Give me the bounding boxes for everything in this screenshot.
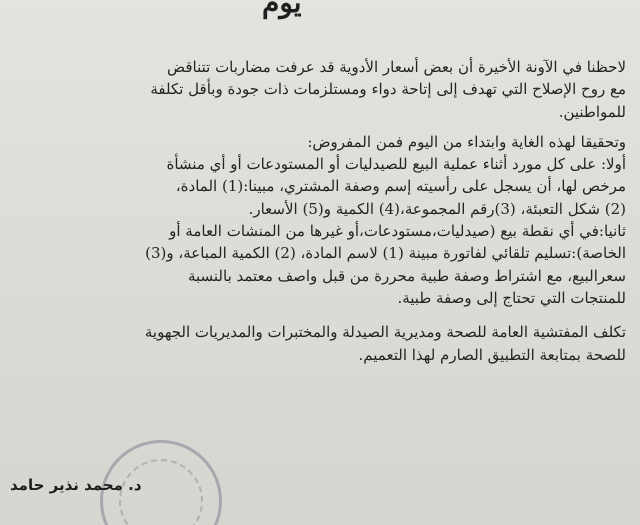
text-line: أولا: على كل مورد أثناء عملية البيع للصيدليات أو المستودعات أو أي منشأة	[166, 155, 626, 174]
text-line: للمنتجات التي تحتاج إلى وصفة طبية.	[397, 288, 626, 307]
text-line: الخاصة):تسليم تلقائي لفاتورة مبينة (1) لاسم المادة، (2) الكمية المباعة، و(3)	[145, 244, 626, 263]
text-line: وتحقيقا لهذه الغاية وابتداء من اليوم فمن المفروض:	[307, 132, 626, 151]
text-line: مع روح الإصلاح التي تهدف إلى إتاحة دواء ومستلزمات ذات جودة وبأقل تكلفة	[150, 80, 626, 99]
text-line: تكلف المفتشية العامة للصحة ومديرية الصيدلة والمختبرات والمديريات الجهوية	[144, 323, 626, 342]
paragraph-enforcement	[30, 321, 626, 366]
text-line: (2) شكل التعبئة، (3)رقم المجموعة،(4) الكمية و(5) الأسعار.	[248, 199, 626, 218]
paragraph-measures	[30, 131, 626, 309]
text-line: للصحة بمتابعة التطبيق الصارم لهذا التعميم.	[358, 345, 626, 364]
text-line: للمواطنين.	[558, 102, 626, 121]
text-line: مرخص لها، أن يسجل على رأسيته إسم وصفة المشتري، مبينا:(1) المادة،	[175, 177, 626, 196]
paragraph-intro	[30, 56, 626, 123]
text-line: سعرالبيع، مع اشتراط وصفة طبية محررة من قبل واصف معتمد بالنسبة	[187, 266, 626, 285]
circular-body	[30, 56, 626, 374]
text-line: لاحظنا في الآونة الأخيرة أن بعض أسعار الأدوية قد عرفت مضاربات تتناقض	[166, 58, 626, 76]
signature-name: د. محمد نذير حامد	[10, 476, 142, 494]
text-line: ثانيا:في أي نقطة بيع (صيدليات،مستودعات،أو غيرها من المنشات العامة أو	[169, 222, 626, 241]
document-heading-fragment: يوم	[262, 0, 302, 19]
